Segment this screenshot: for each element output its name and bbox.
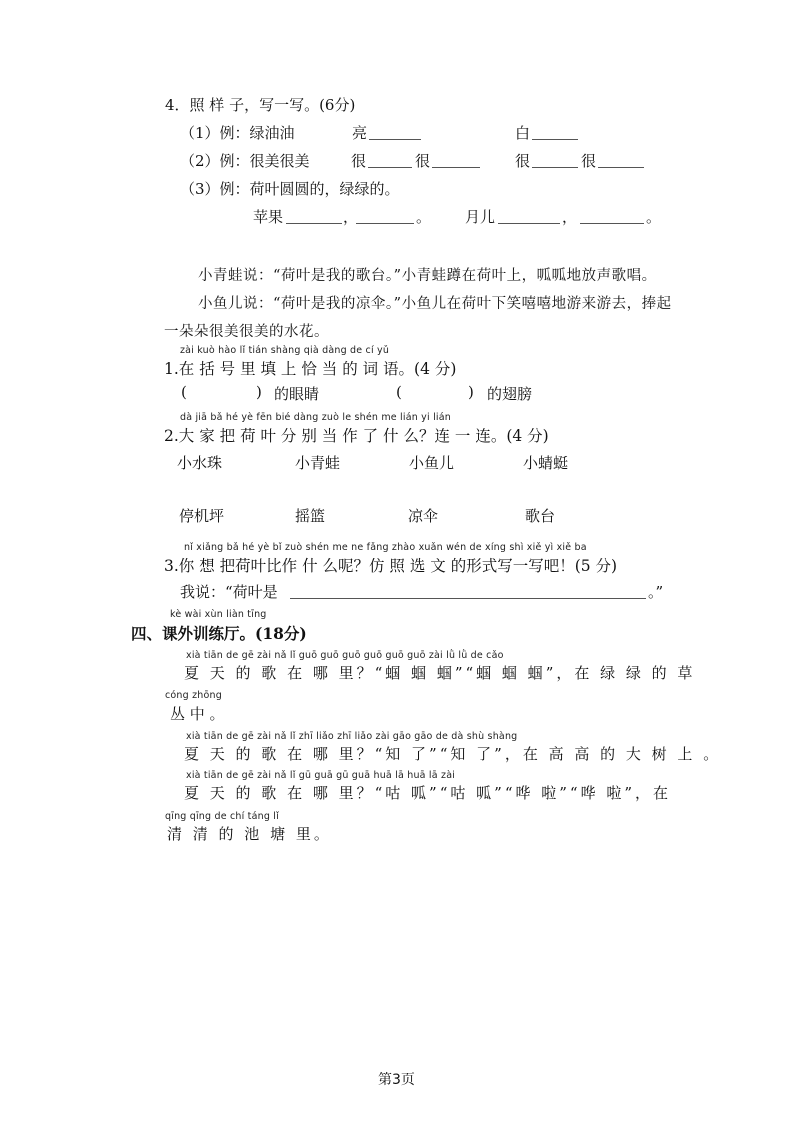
poem-line1: 夏 天 的 歌 在 哪 里？“蝈 蝈 蝈”“蝈 蝈 蝈”，在 绿 绿 的 草	[184, 664, 696, 682]
q4-row2-blank3[interactable]	[532, 167, 578, 168]
poem-line2: 丛 中 。	[170, 705, 225, 723]
q2-bottom-item1[interactable]: 停机坪	[179, 507, 225, 525]
q2-top-item2[interactable]: 小青蛙	[295, 454, 341, 472]
q4-row2-word2: 很	[515, 152, 531, 170]
page-number: 第3页	[378, 1072, 415, 1088]
poem-line5: 清 清 的 池 塘 里。	[167, 825, 332, 843]
q4-row1-blank1[interactable]	[369, 139, 421, 140]
q3-question: 3.你 想 把荷叶比作 什 么呢？仿 照 选 文 的形式写一写吧！(5 分)	[164, 557, 618, 575]
q4-row3-example: （3）例：荷叶圆圆的，绿绿的。	[180, 180, 400, 198]
q1-blank1-tail: 的眼睛	[274, 385, 320, 403]
section4-title: 四、课外训练厅。(18分)	[131, 624, 307, 643]
q4-row4-moon: 月儿	[465, 208, 496, 226]
q4-row1-blank2[interactable]	[532, 139, 578, 140]
q2-top-item1[interactable]: 小水珠	[177, 454, 223, 472]
q4-row2-word1b: 很	[415, 152, 431, 170]
q1-blank1-close: )	[256, 383, 262, 401]
q2-bottom-item4[interactable]: 歌台	[525, 507, 556, 525]
poem-line2-pinyin: cóng zhōng	[165, 690, 222, 701]
q4-row1-word1: 亮	[352, 124, 368, 142]
passage-paragraph1: 小青蛙说：“荷叶是我的歌台。”小青蛙蹲在荷叶上，呱呱地放声歌唱。	[198, 268, 657, 284]
q2-top-item3[interactable]: 小鱼儿	[409, 454, 455, 472]
poem-line1-pinyin: xià tiān de gē zài nǎ lǐ guō guō guō guō guō guō zài lǜ lǜ de cǎo	[186, 650, 504, 661]
q4-row4-blank4[interactable]	[580, 223, 644, 224]
q4-row4-period2: 。	[646, 208, 662, 226]
q4-heading: 4．照 样 子，写一写。(6分)	[165, 96, 356, 114]
q4-row1-word2: 白	[515, 124, 531, 142]
q1-blank2-open: (	[396, 383, 402, 401]
q1-question: 1.在 括 号 里 填 上 恰 当 的 词 语。(4 分)	[164, 360, 457, 378]
poem-line4-pinyin: xià tiān de gē zài nǎ lǐ gū guā gū guā huā lā huā lā zài	[186, 770, 456, 781]
poem-line3: 夏 天 的 歌 在 哪 里？“知 了”“知 了”，在 高 高 的 大 树 上 。	[184, 745, 722, 763]
q4-row4-apple: 苹果	[253, 208, 284, 226]
q1-pinyin: zài kuò hào lǐ tián shàng qià dàng de cí yǔ	[180, 345, 390, 356]
q4-row4-comma1: ，	[343, 208, 359, 226]
q2-question: 2.大 家 把 荷 叶 分 别 当 作 了 什 么？连 一 连。(4 分)	[164, 427, 549, 445]
q2-bottom-item3[interactable]: 凉伞	[408, 507, 439, 525]
q1-blank2-close: )	[468, 383, 474, 401]
q4-row4-period1: 。	[416, 208, 432, 226]
q4-row2-blank1[interactable]	[368, 167, 412, 168]
q1-blank1-open: (	[181, 383, 187, 401]
q2-pinyin: dà jiā bǎ hé yè fēn bié dàng zuò le shén me lián yi lián	[180, 412, 451, 423]
poem-line5-pinyin: qīng qīng de chí táng lǐ	[165, 811, 279, 822]
section4-pinyin: kè wài xùn liàn tīng	[170, 609, 267, 620]
q1-blank2-tail: 的翅膀	[487, 385, 533, 403]
poem-line4: 夏 天 的 歌 在 哪 里？“咕 呱”“咕 呱”“哗 啦”“哗 啦”，在	[184, 784, 672, 802]
q4-row4-comma2: ，	[562, 208, 578, 226]
q4-row4-blank1[interactable]	[286, 223, 342, 224]
q4-row2-word2b: 很	[581, 152, 597, 170]
poem-line3-pinyin: xià tiān de gē zài nǎ lǐ zhī liǎo zhī liǎo zài gāo gāo de dà shù shàng	[186, 731, 518, 742]
q2-top-item4[interactable]: 小蜻蜓	[523, 454, 569, 472]
q4-row1-example: （1）例：绿油油	[180, 124, 295, 142]
q2-bottom-item2[interactable]: 摇篮	[295, 507, 326, 525]
q3-answer-end: 。”	[648, 583, 664, 601]
passage-paragraph2-line1: 小鱼儿说：“荷叶是我的凉伞。”小鱼儿在荷叶下笑嘻嘻地游来游去，捧起	[198, 296, 672, 312]
q3-answer-line[interactable]	[290, 598, 646, 599]
q4-row4-blank2[interactable]	[356, 223, 414, 224]
q4-row4-blank3[interactable]	[498, 223, 560, 224]
q4-row2-blank2[interactable]	[432, 167, 480, 168]
passage-paragraph2-line2: 一朵朵很美很美的水花。	[164, 324, 329, 340]
q3-answer-label: 我说：“荷叶是	[180, 583, 278, 601]
q3-pinyin: nǐ xiǎng bǎ hé yè bǐ zuò shén me ne fǎng zhào xuǎn wén de xíng shì xiě yì xiě ba	[184, 542, 587, 553]
q4-row2-word1: 很	[351, 152, 367, 170]
q4-row2-example: （2）例：很美很美	[180, 152, 310, 170]
q4-row2-blank4[interactable]	[598, 167, 644, 168]
